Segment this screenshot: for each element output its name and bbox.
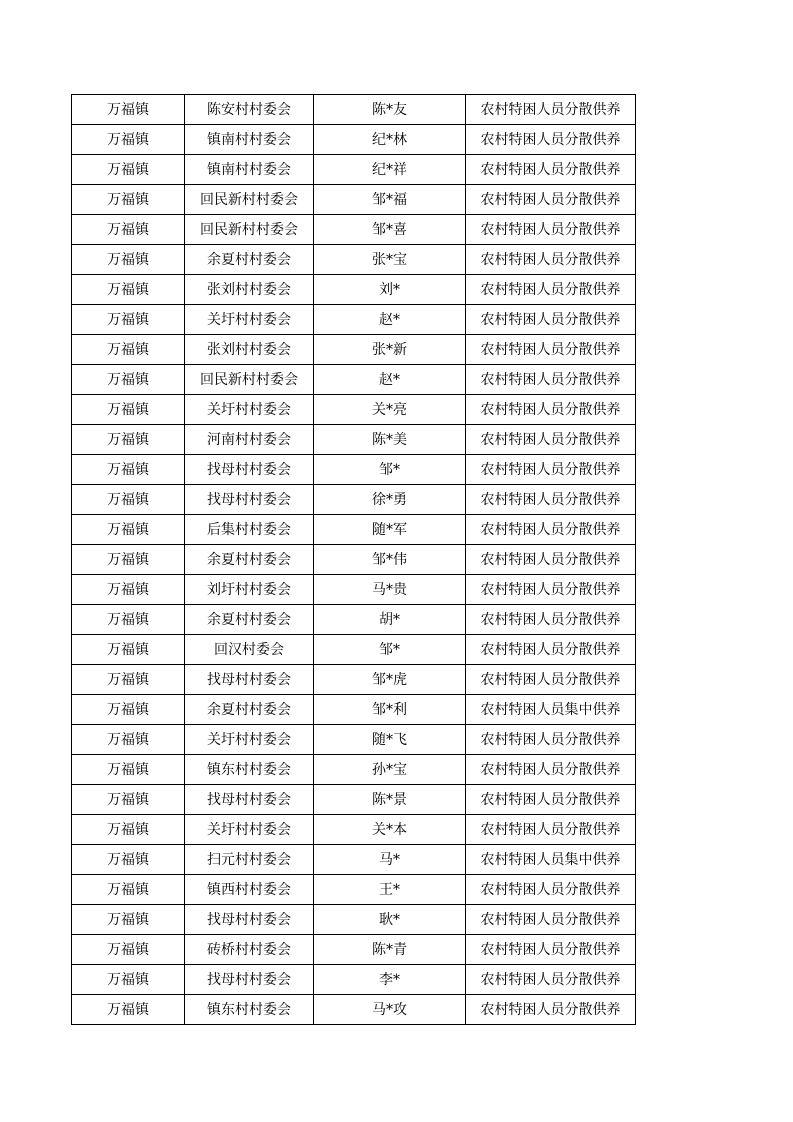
table-row	[72, 605, 636, 635]
table-row	[72, 365, 636, 395]
table-row	[72, 935, 636, 965]
table-row	[72, 305, 636, 335]
table-row	[72, 395, 636, 425]
village-committee-cell: 找母村村委会	[185, 785, 314, 815]
town-cell: 万福镇	[72, 185, 185, 215]
town-cell: 万福镇	[72, 395, 185, 425]
support-type-cell: 农村特困人员分散供养	[466, 755, 636, 785]
town-cell: 万福镇	[72, 125, 185, 155]
name-cell: 马*贵	[314, 575, 466, 605]
village-committee-cell: 余夏村村委会	[185, 605, 314, 635]
village-committee-cell: 关圩村村委会	[185, 725, 314, 755]
name-cell: 随*飞	[314, 725, 466, 755]
village-committee-cell: 回民新村村委会	[185, 185, 314, 215]
town-cell: 万福镇	[72, 335, 185, 365]
name-cell: 随*军	[314, 515, 466, 545]
town-cell: 万福镇	[72, 95, 185, 125]
town-cell: 万福镇	[72, 155, 185, 185]
support-type-cell: 农村特困人员分散供养	[466, 125, 636, 155]
town-cell: 万福镇	[72, 605, 185, 635]
table-row	[72, 965, 636, 995]
table-row	[72, 995, 636, 1025]
table-row	[72, 875, 636, 905]
name-cell: 邹*利	[314, 695, 466, 725]
village-committee-cell: 砖桥村村委会	[185, 935, 314, 965]
name-cell: 关*亮	[314, 395, 466, 425]
name-cell: 赵*	[314, 305, 466, 335]
table-row	[72, 215, 636, 245]
town-cell: 万福镇	[72, 275, 185, 305]
table-row	[72, 905, 636, 935]
village-committee-cell: 找母村村委会	[185, 905, 314, 935]
table-row	[72, 665, 636, 695]
support-type-cell: 农村特困人员分散供养	[466, 995, 636, 1025]
name-cell: 王*	[314, 875, 466, 905]
village-committee-cell: 镇东村村委会	[185, 995, 314, 1025]
table-row	[72, 755, 636, 785]
village-committee-cell: 刘圩村村委会	[185, 575, 314, 605]
support-type-cell: 农村特困人员分散供养	[466, 665, 636, 695]
town-cell: 万福镇	[72, 425, 185, 455]
town-cell: 万福镇	[72, 485, 185, 515]
name-cell: 张*宝	[314, 245, 466, 275]
name-cell: 邹*喜	[314, 215, 466, 245]
support-type-cell: 农村特困人员集中供养	[466, 695, 636, 725]
support-type-cell: 农村特困人员集中供养	[466, 845, 636, 875]
village-committee-cell: 陈安村村委会	[185, 95, 314, 125]
name-cell: 邹*虎	[314, 665, 466, 695]
support-type-cell: 农村特困人员分散供养	[466, 425, 636, 455]
support-type-cell: 农村特困人员分散供养	[466, 95, 636, 125]
village-committee-cell: 镇西村村委会	[185, 875, 314, 905]
name-cell: 胡*	[314, 605, 466, 635]
village-committee-cell: 余夏村村委会	[185, 545, 314, 575]
village-committee-cell: 找母村村委会	[185, 965, 314, 995]
support-type-cell: 农村特困人员分散供养	[466, 905, 636, 935]
support-type-cell: 农村特困人员分散供养	[466, 485, 636, 515]
name-cell: 张*新	[314, 335, 466, 365]
table-row	[72, 125, 636, 155]
support-type-cell: 农村特困人员分散供养	[466, 275, 636, 305]
name-cell: 陈*美	[314, 425, 466, 455]
town-cell: 万福镇	[72, 635, 185, 665]
support-type-cell: 农村特困人员分散供养	[466, 875, 636, 905]
village-committee-cell: 镇东村村委会	[185, 755, 314, 785]
table-row	[72, 545, 636, 575]
support-type-cell: 农村特困人员分散供养	[466, 455, 636, 485]
support-type-cell: 农村特困人员分散供养	[466, 725, 636, 755]
support-type-cell: 农村特困人员分散供养	[466, 605, 636, 635]
table-row	[72, 815, 636, 845]
town-cell: 万福镇	[72, 365, 185, 395]
table-row	[72, 695, 636, 725]
town-cell: 万福镇	[72, 845, 185, 875]
town-cell: 万福镇	[72, 515, 185, 545]
town-cell: 万福镇	[72, 785, 185, 815]
town-cell: 万福镇	[72, 455, 185, 485]
village-committee-cell: 余夏村村委会	[185, 695, 314, 725]
name-cell: 李*	[314, 965, 466, 995]
name-cell: 邹*	[314, 455, 466, 485]
town-cell: 万福镇	[72, 755, 185, 785]
roster-table-body	[72, 95, 636, 1025]
table-row	[72, 335, 636, 365]
village-committee-cell: 扫元村村委会	[185, 845, 314, 875]
support-type-cell: 农村特困人员分散供养	[466, 155, 636, 185]
village-committee-cell: 找母村村委会	[185, 485, 314, 515]
table-row	[72, 275, 636, 305]
table-row	[72, 245, 636, 275]
name-cell: 耿*	[314, 905, 466, 935]
support-type-cell: 农村特困人员分散供养	[466, 575, 636, 605]
village-committee-cell: 回民新村村委会	[185, 215, 314, 245]
name-cell: 刘*	[314, 275, 466, 305]
support-type-cell: 农村特困人员分散供养	[466, 515, 636, 545]
name-cell: 邹*伟	[314, 545, 466, 575]
village-committee-cell: 张刘村村委会	[185, 275, 314, 305]
support-type-cell: 农村特困人员分散供养	[466, 395, 636, 425]
village-committee-cell: 找母村村委会	[185, 665, 314, 695]
name-cell: 关*本	[314, 815, 466, 845]
support-type-cell: 农村特困人员分散供养	[466, 185, 636, 215]
name-cell: 马*	[314, 845, 466, 875]
table-row	[72, 185, 636, 215]
village-committee-cell: 回汉村委会	[185, 635, 314, 665]
town-cell: 万福镇	[72, 935, 185, 965]
name-cell: 徐*勇	[314, 485, 466, 515]
table-row	[72, 635, 636, 665]
name-cell: 邹*	[314, 635, 466, 665]
roster-table	[71, 94, 636, 1025]
name-cell: 纪*祥	[314, 155, 466, 185]
town-cell: 万福镇	[72, 575, 185, 605]
support-type-cell: 农村特困人员分散供养	[466, 305, 636, 335]
table-row	[72, 95, 636, 125]
town-cell: 万福镇	[72, 875, 185, 905]
support-type-cell: 农村特困人员分散供养	[466, 215, 636, 245]
village-committee-cell: 后集村村委会	[185, 515, 314, 545]
table-row	[72, 155, 636, 185]
table-row	[72, 515, 636, 545]
support-type-cell: 农村特困人员分散供养	[466, 785, 636, 815]
town-cell: 万福镇	[72, 545, 185, 575]
table-row	[72, 845, 636, 875]
support-type-cell: 农村特困人员分散供养	[466, 365, 636, 395]
village-committee-cell: 回民新村村委会	[185, 365, 314, 395]
town-cell: 万福镇	[72, 725, 185, 755]
table-row	[72, 455, 636, 485]
town-cell: 万福镇	[72, 995, 185, 1025]
table-row	[72, 575, 636, 605]
support-type-cell: 农村特困人员分散供养	[466, 935, 636, 965]
town-cell: 万福镇	[72, 245, 185, 275]
support-type-cell: 农村特困人员分散供养	[466, 815, 636, 845]
village-committee-cell: 镇南村村委会	[185, 155, 314, 185]
name-cell: 陈*青	[314, 935, 466, 965]
name-cell: 孙*宝	[314, 755, 466, 785]
village-committee-cell: 关圩村村委会	[185, 815, 314, 845]
village-committee-cell: 镇南村村委会	[185, 125, 314, 155]
support-type-cell: 农村特困人员分散供养	[466, 545, 636, 575]
table-row	[72, 725, 636, 755]
support-type-cell: 农村特困人员分散供养	[466, 335, 636, 365]
village-committee-cell: 张刘村村委会	[185, 335, 314, 365]
table-row	[72, 425, 636, 455]
village-committee-cell: 找母村村委会	[185, 455, 314, 485]
name-cell: 陈*景	[314, 785, 466, 815]
table-row	[72, 485, 636, 515]
support-type-cell: 农村特困人员分散供养	[466, 245, 636, 275]
name-cell: 纪*林	[314, 125, 466, 155]
table-row	[72, 785, 636, 815]
town-cell: 万福镇	[72, 965, 185, 995]
village-committee-cell: 关圩村村委会	[185, 305, 314, 335]
town-cell: 万福镇	[72, 905, 185, 935]
village-committee-cell: 关圩村村委会	[185, 395, 314, 425]
town-cell: 万福镇	[72, 305, 185, 335]
name-cell: 邹*福	[314, 185, 466, 215]
support-type-cell: 农村特困人员分散供养	[466, 635, 636, 665]
town-cell: 万福镇	[72, 215, 185, 245]
town-cell: 万福镇	[72, 695, 185, 725]
village-committee-cell: 余夏村村委会	[185, 245, 314, 275]
name-cell: 马*攻	[314, 995, 466, 1025]
support-type-cell: 农村特困人员分散供养	[466, 965, 636, 995]
town-cell: 万福镇	[72, 815, 185, 845]
town-cell: 万福镇	[72, 665, 185, 695]
name-cell: 赵*	[314, 365, 466, 395]
village-committee-cell: 河南村村委会	[185, 425, 314, 455]
name-cell: 陈*友	[314, 95, 466, 125]
